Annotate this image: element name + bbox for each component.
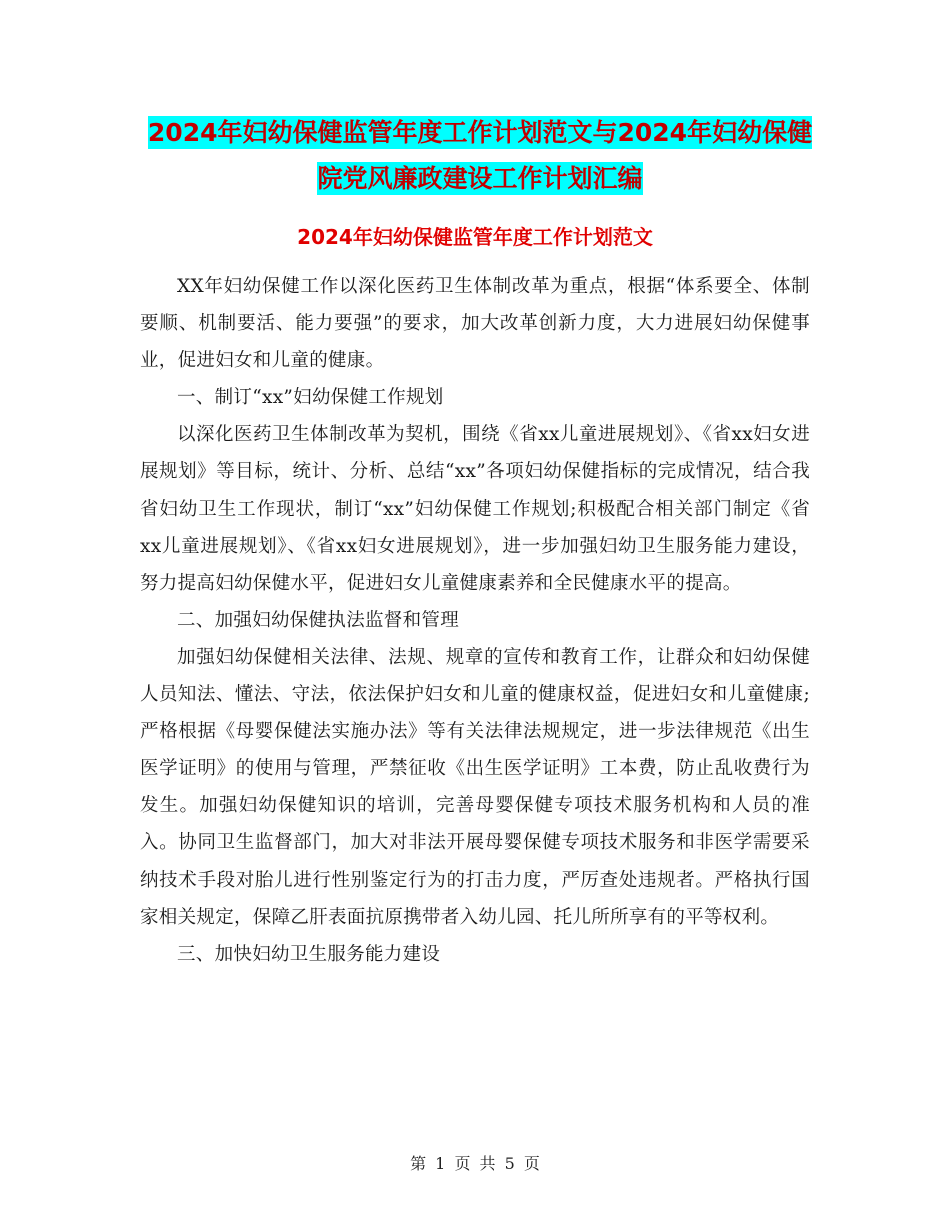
section-title: 2024年妇幼保健监管年度工作计划范文: [297, 225, 653, 249]
heading-3: 三、加快妇幼卫生服务能力建设: [177, 943, 441, 965]
paragraph-intro: XX年妇幼保健工作以深化医药卫生体制改革为重点，根据“体系要全、体制要顺、机制要活、能力要强”的要求，加大改革创新力度，大力进展妇幼保健事业，促进妇女和儿童的健康。: [140, 276, 810, 372]
paragraph-2: 加强妇幼保健相关法律、法规、规章的宣传和教育工作，让群众和妇幼保健人员知法、懂法、守法，依法保护妇女和儿童的健康权益，促进妇女和儿童健康;严格根据《母婴保健法实施办法》等有关法律法规规定，进一步法律规范《出生医学证明》的使用与管理，严禁征收《出生医学证明》工本费，防止乱收费行为发生。加强妇幼保健知识的培训，完善母婴保健专项技术服务机构和人员的准入。协同卫生监督部门，加大对非法开展母婴保健专项技术服务和非医学需要采纳技术手段对胎儿进行性别鉴定行为的打击力度，严厉查处违规者。严格执行国家相关规定，保障乙肝表面抗原携带者入幼儿园、托儿所所享有的平等权利。: [140, 646, 810, 928]
paragraph-1: 以深化医药卫生体制改革为契机，围绕《省xx儿童进展规划》、《省xx妇女进展规划》等目标，统计、分析、总结“xx”各项妇幼保健指标的完成情况，结合我省妇幼卫生工作现状，制订“xx”妇幼保健工作规划;积极配合相关部门制定《省xx儿童进展规划》、《省xx妇女进展规划》，进一步加强妇幼卫生服务能力建设，努力提高妇幼保健水平，促进妇女儿童健康素养和全民健康水平的提高。: [140, 424, 810, 594]
main-title: [140, 110, 820, 202]
page-footer: 第 1 页 共 5 页: [410, 1154, 540, 1173]
heading-1: 一、制订“xx”妇幼保健工作规划: [177, 387, 444, 409]
main-title-highlight: 2024年妇幼保健监管年度工作计划范文与2024年妇幼保健院党风廉政建设工作计划汇编: [147, 118, 813, 193]
heading-2: 二、加强妇幼保健执法监督和管理: [177, 609, 460, 631]
document-body: [140, 268, 810, 973]
